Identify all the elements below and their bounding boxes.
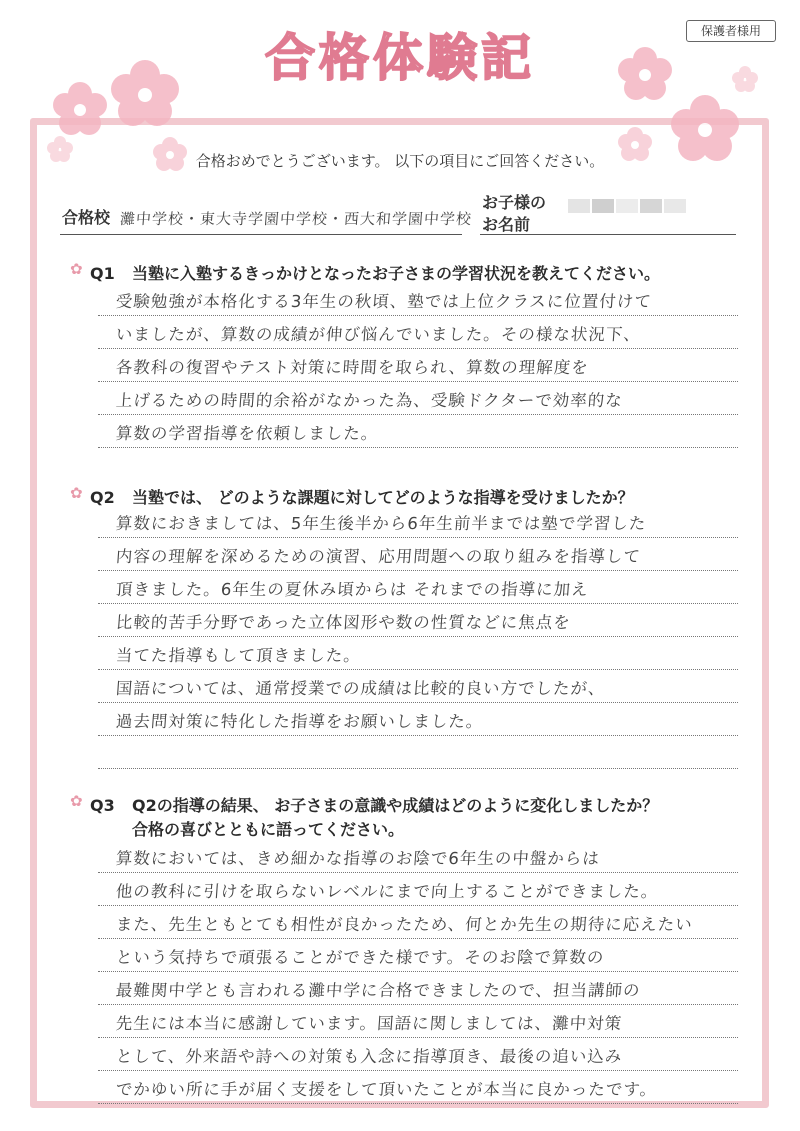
school-label: 合格校 xyxy=(62,208,111,227)
q3-heading xyxy=(74,793,658,816)
star-icon: ✿ xyxy=(70,260,83,278)
q3-question: Q2の指導の結果、 お子さまの意識や成績はどのように変化しましたか？ xyxy=(132,796,659,815)
name-label-line2: お名前 xyxy=(482,215,531,234)
answer-line: として、外来語や詩への対策も入念に指導頂き、最後の追い込み xyxy=(98,1038,738,1071)
answer-line: 国語については、通常授業での成績は比較的良い方でしたが、 xyxy=(98,670,738,703)
answer-line: 頂きました。6年生の夏休み頃からは それまでの指導に加え xyxy=(98,571,738,604)
q1-question: 当塾に入塾するきっかけとなったお子さまの学習状況を教えてください。 xyxy=(132,264,661,283)
audience-badge: 保護者様用 xyxy=(686,20,776,42)
answer-line: また、先生ともとても相性が良かったため、何とか先生の期待に応えたい xyxy=(98,906,738,939)
q3-number: Q3 xyxy=(90,796,115,815)
answer-line: 算数の学習指導を依頼しました。 xyxy=(98,415,738,448)
name-label-line1: お子様の xyxy=(482,193,547,212)
answer-line: 当てた指導もして頂きました。 xyxy=(98,637,738,670)
answer-line: 比較的苦手分野であった立体図形や数の性質などに焦点を xyxy=(98,604,738,637)
answer-line: 上げるための時間的余裕がなかった為、受験ドクターで効率的な xyxy=(98,382,738,415)
answer-line: いましたが、算数の成績が伸び悩んでいました。その様な状況下、 xyxy=(98,316,738,349)
q3-question-line2: 合格の喜びとともに語ってください。 xyxy=(132,820,405,839)
q2-answer xyxy=(98,505,738,769)
name-underline xyxy=(480,234,736,235)
answer-line: 先生には本当に感謝しています。国語に関しましては、灘中対策 xyxy=(98,1005,738,1038)
answer-line: でかゆい所に手が届く支援をして頂いたことが本当に良かったです。 xyxy=(98,1071,738,1104)
star-icon: ✿ xyxy=(70,484,83,502)
answer-line: 最難関中学とも言われる灘中学に合格できましたので、担当講師の xyxy=(98,972,738,1005)
answer-line: 受験勉強が本格化する3年生の秋頃、塾では上位クラスに位置付けて xyxy=(98,283,738,316)
school-value: 灘中学校・東大寺学園中学校・西大和学園中学校 xyxy=(119,210,473,228)
q2-question: 当塾では、 どのような課題に対してどのような指導を受けましたか？ xyxy=(132,488,634,507)
answer-line: 他の教科に引けを取らないレベルにまで向上することができました。 xyxy=(98,873,738,906)
q1-number: Q1 xyxy=(90,264,115,283)
answer-line: 各教科の復習やテスト対策に時間を取られ、算数の理解度を xyxy=(98,349,738,382)
answer-line: 内容の理解を深めるための演習、応用問題への取り組みを指導して xyxy=(98,538,738,571)
intro-text: 合格おめでとうございます。 以下の項目にご回答ください。 xyxy=(195,152,605,170)
q3-answer xyxy=(98,840,738,1104)
q1-answer xyxy=(98,283,738,448)
star-icon: ✿ xyxy=(70,792,83,810)
page-title: 合格体験記 xyxy=(265,28,535,87)
answer-line: 過去問対策に特化した指導をお願いしました。 xyxy=(98,703,738,736)
answer-line: 算数においては、きめ細かな指導のお陰で6年生の中盤からは xyxy=(98,840,738,873)
school-underline xyxy=(60,234,462,235)
name-redacted xyxy=(568,198,688,217)
answer-line xyxy=(98,736,738,769)
answer-line: という気持ちで頑張ることができた様です。そのお陰で算数の xyxy=(98,939,738,972)
answer-line: 算数におきましては、5年生後半から6年生前半までは塾で学習した xyxy=(98,505,738,538)
q2-number: Q2 xyxy=(90,488,115,507)
q1-heading xyxy=(74,261,660,284)
